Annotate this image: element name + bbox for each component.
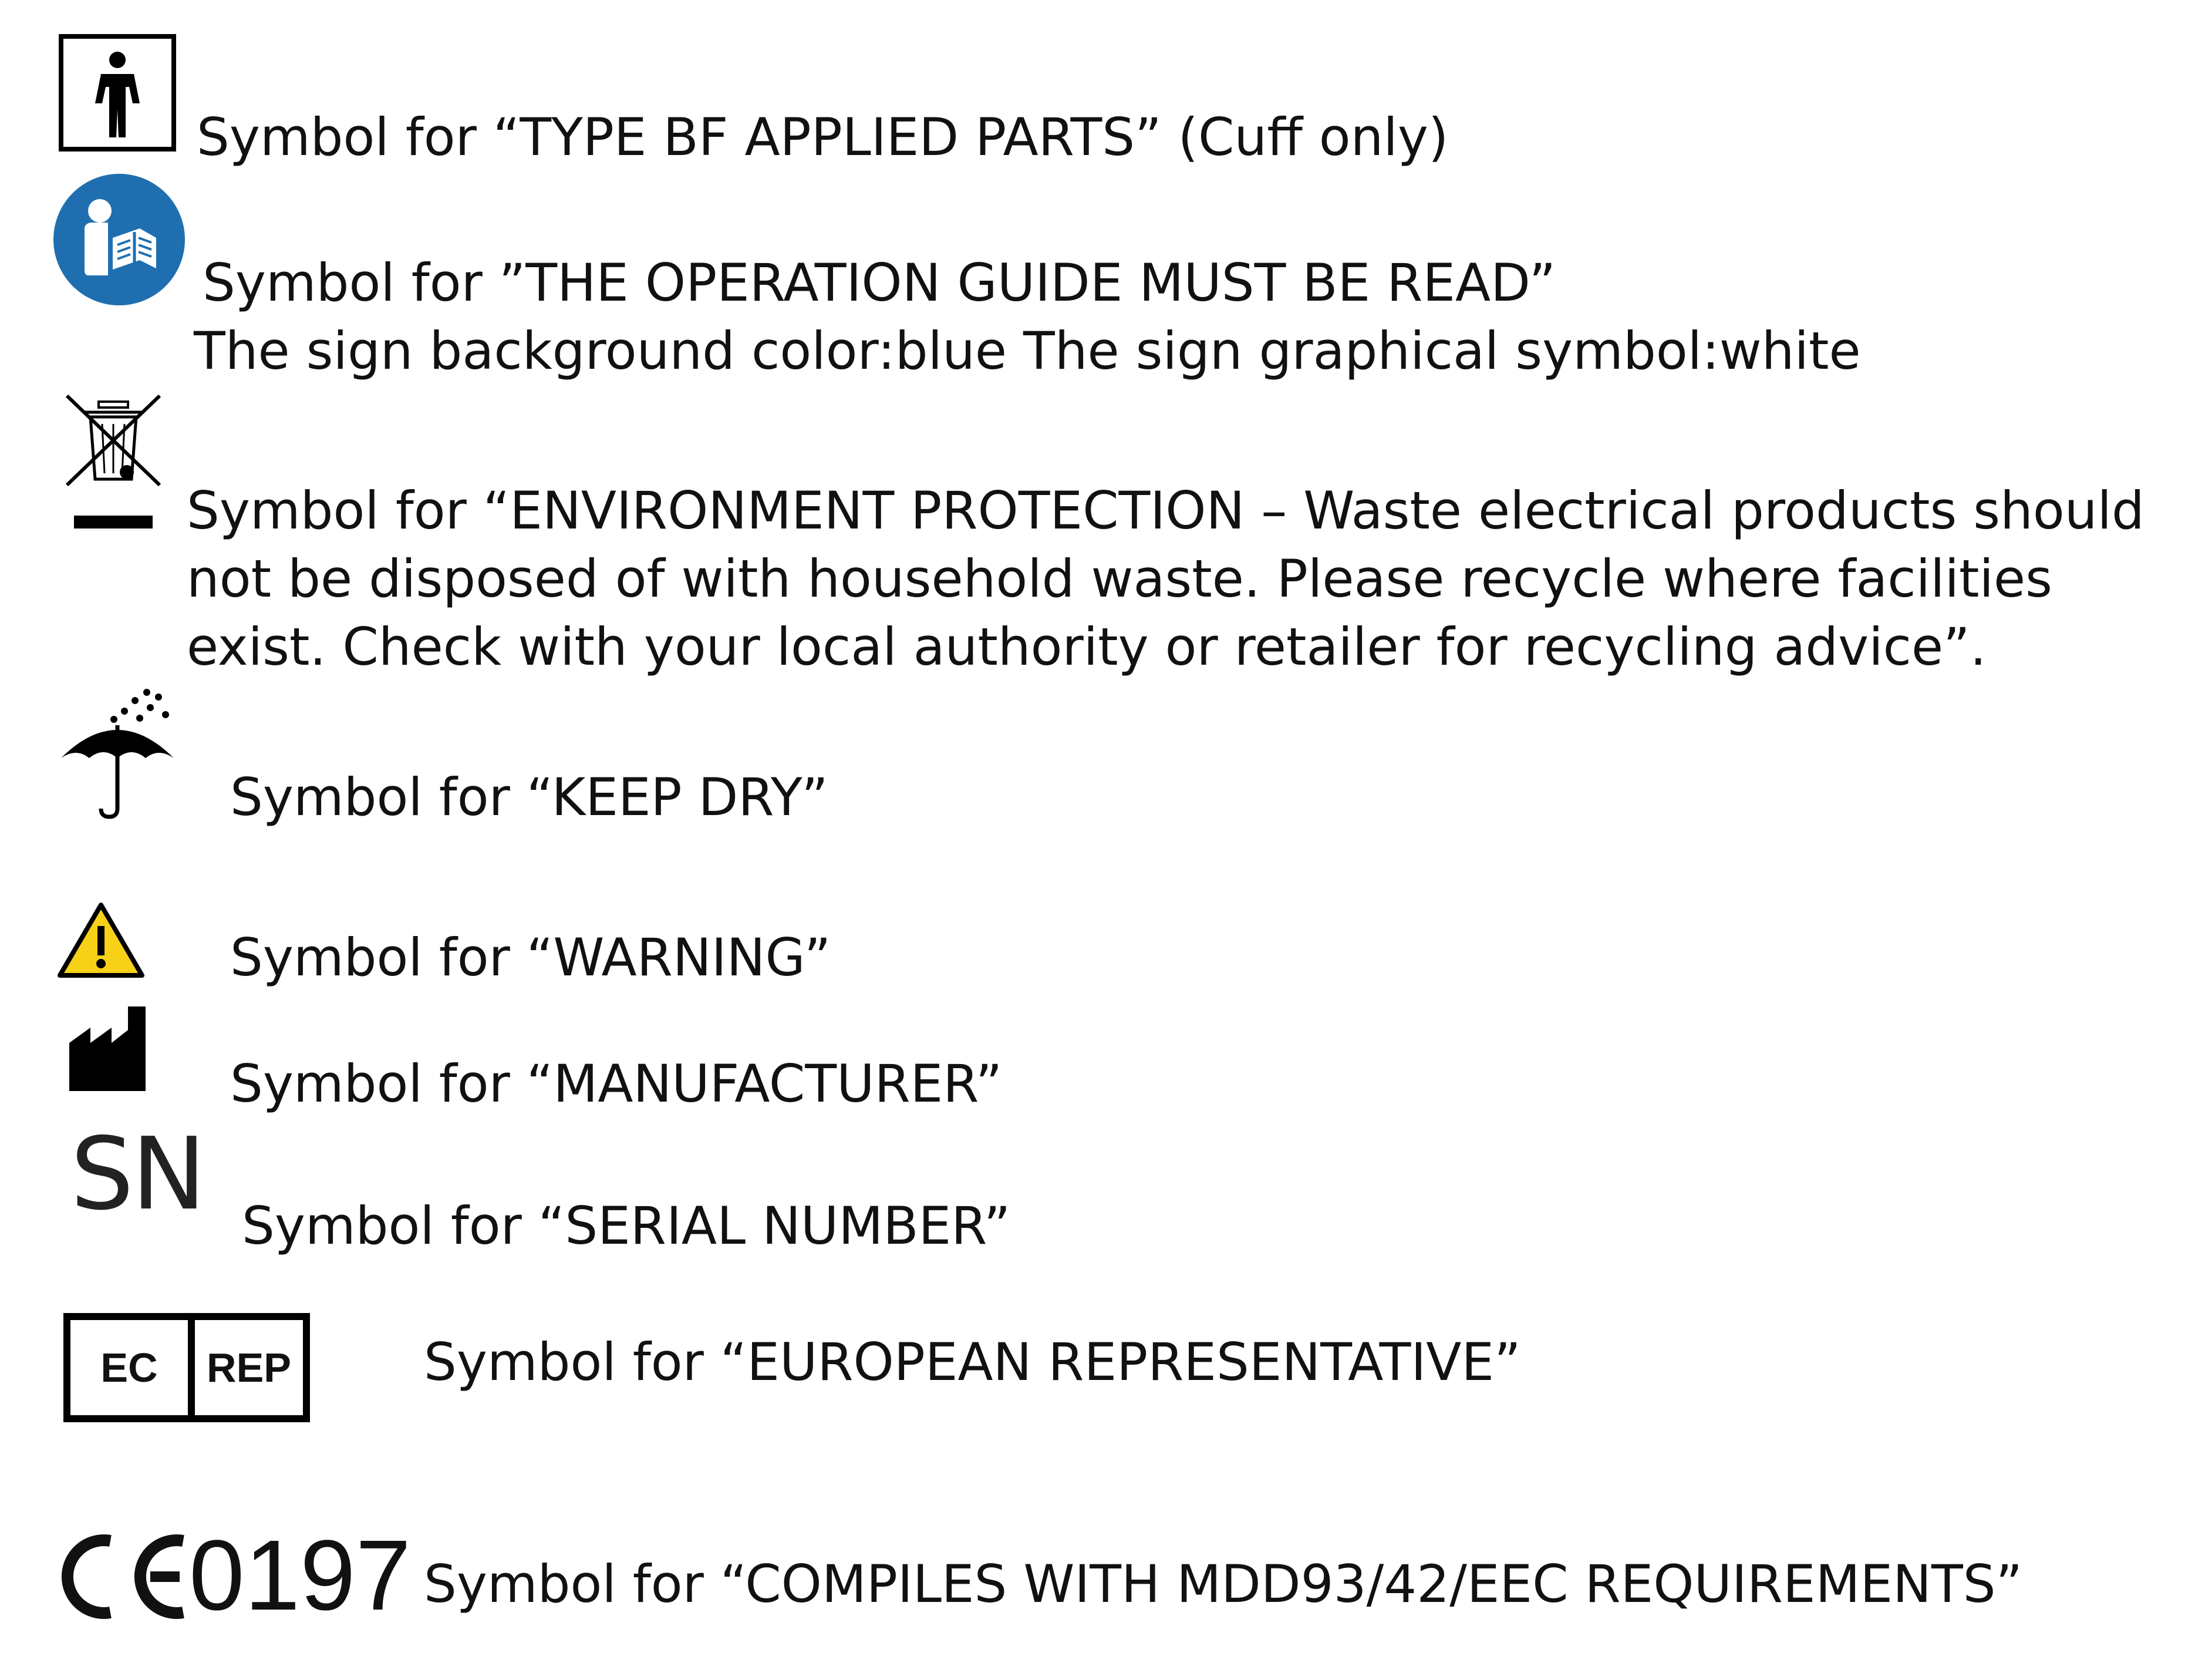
ce-text: Symbol for “COMPILES WITH MDD93/42/EEC REQUIREMENTS” (424, 1554, 2023, 1614)
type-bf-text: Symbol for “TYPE BF APPLIED PARTS” (Cuff only) (197, 107, 1449, 167)
serial-number-icon: SN (70, 1116, 204, 1233)
ec-rep-icon (63, 1313, 310, 1422)
read-manual-icon (52, 172, 187, 307)
manufacturer-text: Symbol for “MANUFACTURER” (230, 1053, 1003, 1114)
read-guide-text: Symbol for ”THE OPERATION GUIDE MUST BE READ” (203, 253, 1556, 313)
ce-notified-body-number: 0197 (189, 1520, 412, 1631)
rep-label: REP (207, 1345, 291, 1391)
umbrella-rain-icon (59, 684, 176, 819)
crossed-out-bin-icon (63, 391, 163, 532)
ec-rep-text: Symbol for “EUROPEAN REPRESENTATIVE” (424, 1332, 1521, 1392)
type-bf-person-icon (59, 34, 176, 152)
read-guide-color-note: The sign background color:blue The sign graphical symbol:white (194, 321, 1861, 381)
ec-label: EC (70, 1320, 195, 1415)
warning-text: Symbol for “WARNING” (230, 927, 831, 988)
warning-triangle-icon (58, 901, 144, 979)
weee-text-line-3: exist. Check with your local authority or retailer for recycling advice”. (187, 617, 1987, 677)
weee-text-line-2: not be disposed of with household waste. Please recycle where facilities (187, 548, 2052, 609)
ce-mark-icon (52, 1533, 193, 1621)
factory-icon (67, 1004, 148, 1092)
keep-dry-text: Symbol for “KEEP DRY” (230, 767, 828, 827)
weee-text-line-1: Symbol for “ENVIRONMENT PROTECTION – Waste electrical products should (187, 480, 2144, 541)
serial-number-text: Symbol for “SERIAL NUMBER” (242, 1196, 1011, 1256)
